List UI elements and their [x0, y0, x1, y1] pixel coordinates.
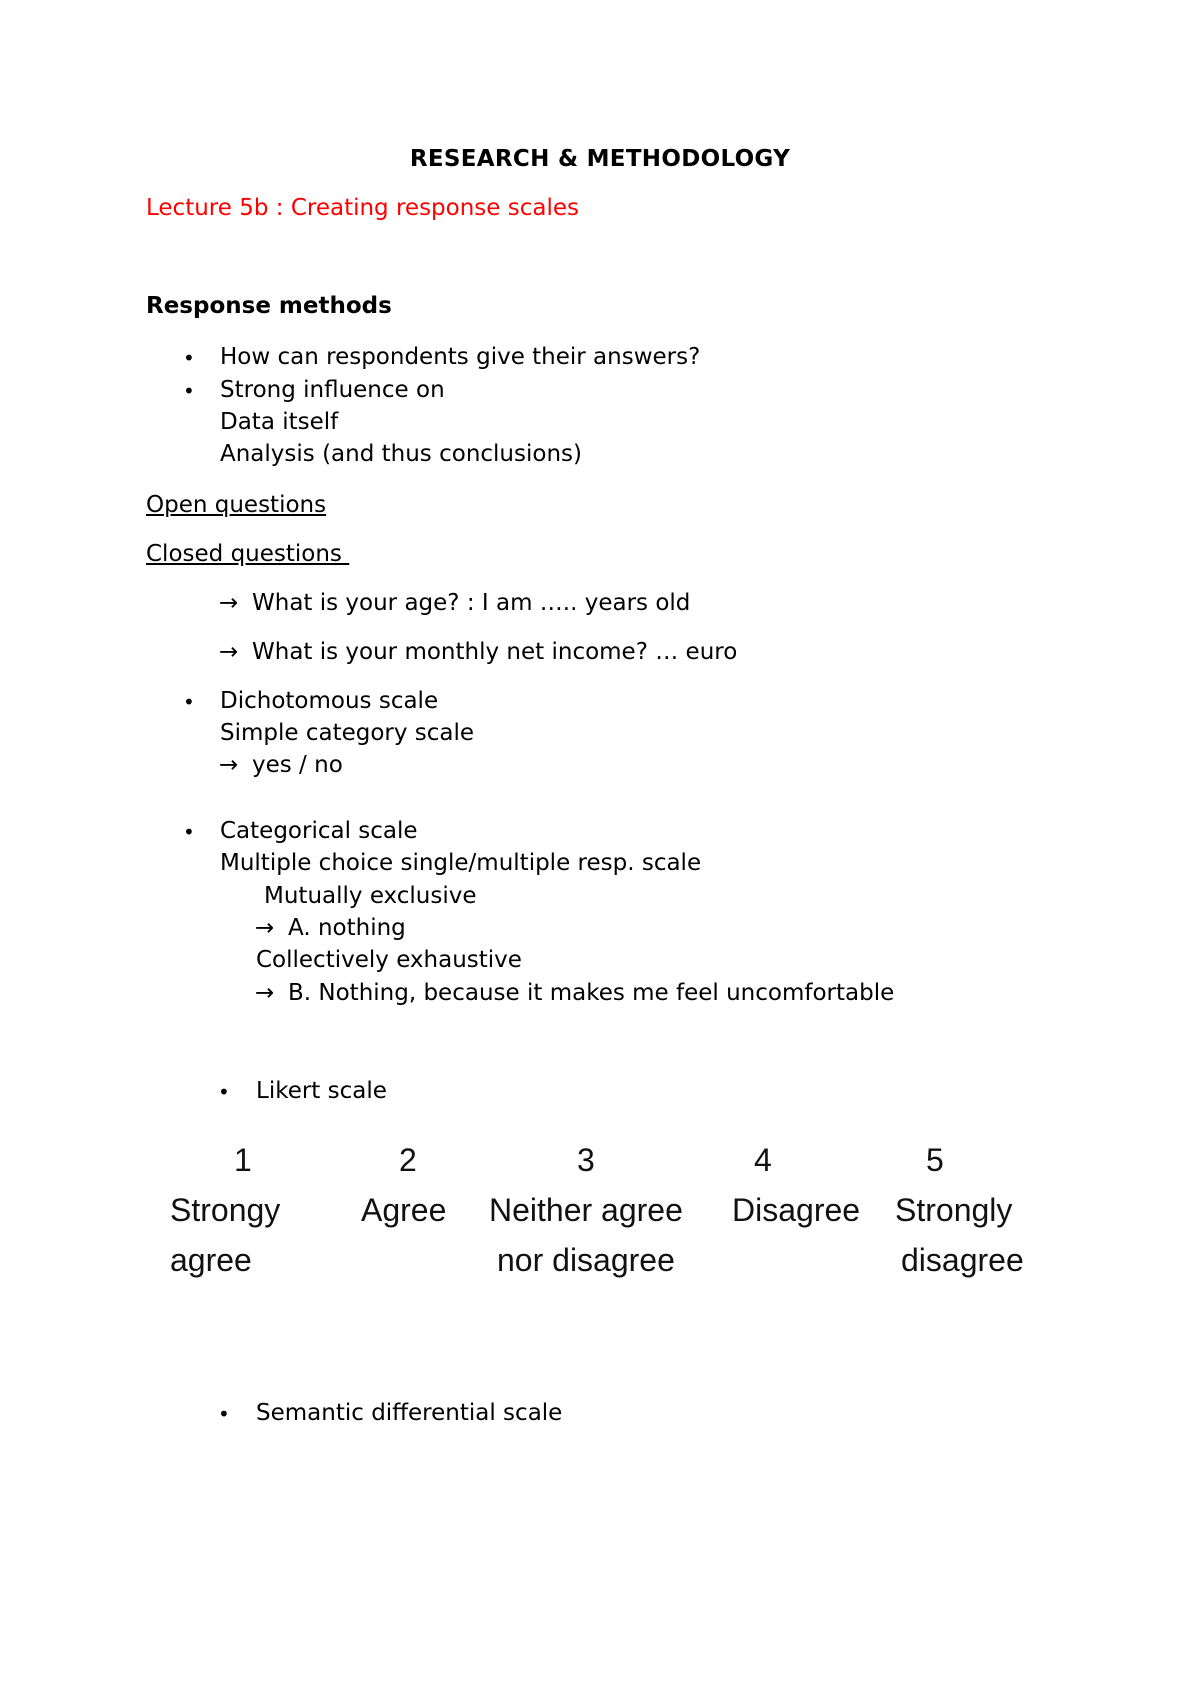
bullet-icon: •	[183, 346, 195, 370]
bullet-text: Strong influence on	[220, 377, 445, 403]
bullet-icon: •	[218, 1402, 230, 1426]
semantic-label: Semantic differential scale	[256, 1400, 563, 1426]
likert-label-line2: disagree	[901, 1242, 1024, 1278]
closed-example: What is your age? : I am ….. years old	[252, 590, 691, 616]
arrow-icon: →	[255, 915, 275, 941]
likert-label-line1: Neither agree	[489, 1192, 683, 1228]
likert-label-line1: Strongy	[170, 1192, 281, 1228]
likert-number: 5	[926, 1142, 944, 1178]
open-questions-label: Open questions	[146, 492, 327, 518]
likert-label-line1: Agree	[361, 1192, 447, 1228]
likert-label-line1: Strongly	[895, 1192, 1013, 1228]
bullet-icon: •	[183, 820, 195, 844]
arrow-icon: →	[219, 752, 239, 778]
influence-item: Analysis (and thus conclusions)	[220, 441, 582, 467]
example-a: A. nothing	[288, 915, 406, 941]
categorical-label: Categorical scale	[220, 818, 418, 844]
likert-label-line2: nor disagree	[497, 1242, 675, 1278]
bullet-icon: •	[183, 690, 195, 714]
likert-scale-figure	[150, 1135, 1050, 1295]
collectively-exhaustive: Collectively exhaustive	[256, 947, 522, 973]
likert-label-line1: Disagree	[732, 1192, 861, 1228]
likert-number: 3	[577, 1142, 595, 1178]
influence-item: Data itself	[220, 409, 339, 435]
bullet-icon: •	[183, 379, 195, 403]
arrow-icon: →	[219, 639, 239, 665]
document-title: RESEARCH & METHODOLOGY	[409, 146, 791, 172]
bullet-icon: •	[218, 1080, 230, 1104]
categorical-sub: Multiple choice single/multiple resp. scale	[220, 850, 702, 876]
mutually-exclusive: Mutually exclusive	[264, 883, 477, 909]
closed-example: What is your monthly net income? … euro	[252, 639, 738, 665]
example-b: B. Nothing, because it makes me feel uncomfortable	[288, 980, 895, 1006]
likert-label: Likert scale	[256, 1078, 387, 1104]
likert-label-line2: agree	[170, 1242, 252, 1278]
likert-number: 4	[754, 1142, 772, 1178]
likert-number: 1	[234, 1142, 252, 1178]
arrow-icon: →	[219, 590, 239, 616]
closed-questions-label: Closed questions	[146, 541, 350, 567]
dichotomous-sub: Simple category scale	[220, 720, 475, 746]
likert-number: 2	[399, 1142, 417, 1178]
section-heading: Response methods	[146, 293, 392, 319]
dichotomous-example: yes / no	[252, 752, 343, 778]
dichotomous-label: Dichotomous scale	[220, 688, 439, 714]
lecture-subtitle: Lecture 5b : Creating response scales	[146, 195, 579, 221]
arrow-icon: →	[255, 980, 275, 1006]
bullet-text: How can respondents give their answers?	[220, 344, 701, 370]
